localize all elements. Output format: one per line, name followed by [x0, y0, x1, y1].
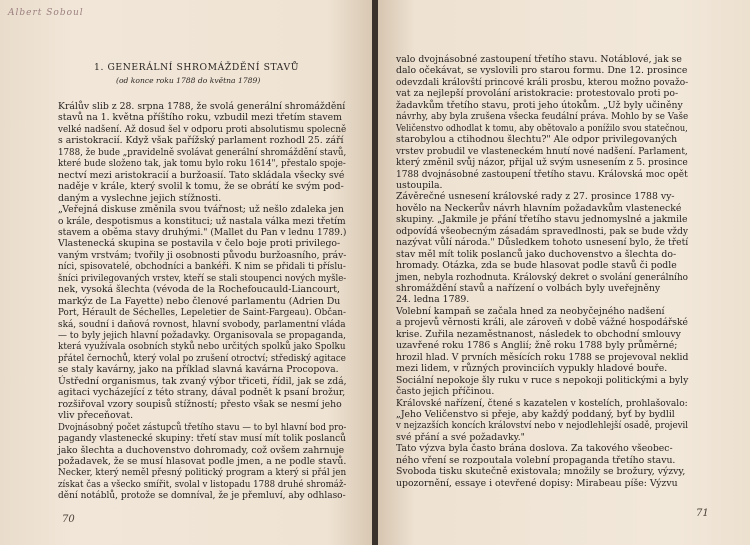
- text-line: Vlastenecká skupina se postavila v čelo boje proti privilego-: [58, 238, 341, 250]
- text-line: „Veřejná diskuse změnila svou tvářnost; už nešlo zdaleka jen: [58, 204, 344, 216]
- text-line: Ústřední organismus, tak zvaný výbor třiceti, řídil, jak se zdá,: [58, 375, 347, 387]
- left-page: [0, 0, 372, 545]
- text-line: Sociální nepokoje šly ruku v ruce s nepokoji politickými a byly: [396, 374, 689, 386]
- text-line: která využívala osobních styků nebo určitých spolků jako Spolku: [58, 341, 346, 353]
- text-line: markýz de La Fayette) nebo členové parlamentu (Adrien Du: [58, 295, 341, 307]
- text-line: agitaci vycházející z této strany, dával podnět k psaní brožur,: [58, 387, 346, 399]
- text-line: „Jeho Veličenstvo si přeje, aby každý poddaný, byť by bydlil: [396, 408, 675, 420]
- text-line: skupiny. „Jakmile je přání třetího stavu jednomyslné a jakmile: [396, 214, 688, 226]
- text-line: valo dvojnásobné zastoupení třetího stavu. Notáblové, jak se: [396, 54, 682, 65]
- text-line: rozšiřoval vzory soupisů stížností; přesto však se nesmí jeho: [58, 398, 342, 410]
- text-line: vliv přeceňovat.: [58, 410, 134, 422]
- text-line: v nejzazších koncích království nebo v nejodlehlejší osadě, projevil: [396, 420, 689, 432]
- text-line: 1788, že bude „pravidelně svolávat generální shromáždění stavů,: [58, 146, 347, 158]
- text-line: pagandy vlastenecké skupiny: třetí stav musí mít tolik poslanců: [58, 433, 346, 445]
- text-line: stavů na 1. května příštího roku, vzbudil mezi třetím stavem: [58, 112, 342, 124]
- text-line: Královské nařízení, čtené s kazatelen v kostelích, prohlašovalo:: [396, 397, 688, 409]
- text-line: mezi lidem, v různých provinciích vypukly hladové bouře.: [396, 363, 668, 375]
- text-line: velké nadšení. Až dosud šel v odporu proti absolutismu spolecně: [58, 123, 347, 135]
- text-line: a projevů věrnosti králi, ale zároveň v době vážné hospodářské: [396, 317, 688, 329]
- running-header: Albert Soboul: [8, 8, 84, 18]
- text-line: hromady. Otázka, zda se bude hlasovat podle stavů či podle: [396, 260, 677, 272]
- page-number-right: 71: [696, 508, 709, 519]
- text-line: se staly kavárny, jako na příklad slavná kavárna Procopova.: [58, 364, 339, 376]
- text-line: nectví mezi aristokracií a buržoasií. Tato skládala všecky své: [58, 169, 345, 181]
- chapter-subtitle: (od konce roku 1788 do května 1789): [116, 76, 261, 85]
- text-line: hrozil hlad. V prvních měsících roku 1788 se projevoval neklid: [396, 351, 689, 363]
- text-line: naděje v krále, který svolil k tomu, že se obrátí ke svým pod-: [58, 181, 344, 193]
- text-line: 24. ledna 1789.: [396, 294, 470, 306]
- text-line: často jejich příčinou.: [396, 386, 495, 398]
- text-line: vat za nejlepší provolání aristokracie: protestovalo proti po-: [396, 88, 679, 100]
- text-line: šníci privilegovaných vrstev, kteří se stali stoupenci nových myšle-: [58, 272, 347, 284]
- text-line: uzavřené roku 1786 s Anglií; žně roku 1788 byly průměrné;: [396, 340, 678, 352]
- text-line: vrstev probudil ve vlasteneckém hnutí nové nadšení. Parlament,: [396, 145, 688, 157]
- text-line: vaným vrstvám; tvořily ji osobnosti původu buržoasního, práv-: [58, 249, 347, 261]
- page-number-left: 70: [62, 514, 75, 525]
- text-line: dění notáblů, protože se domníval, že je přemluví, aby odhlaso-: [58, 490, 346, 502]
- text-line: Veličenstvo odhodlat k tomu, aby obětovalo a ponížilo svou statečnou,: [396, 122, 688, 134]
- text-line: hovělo na Neckerův návrh hlavním požadavkům vlastenecké: [396, 202, 682, 214]
- text-line: dalo očekávat, se vyslovili pro starou formu. Dne 12. prosince: [396, 65, 688, 77]
- text-line: který změnil svůj názor, přijal už svým usnesením z 5. prosince: [396, 157, 688, 169]
- text-line: přátel černochů, který volal po zrušení otroctví; střediský agitace: [58, 352, 346, 364]
- text-line: Dvojnásobný počet zástupců třetího stavu — to byl hlavní bod pro-: [58, 421, 347, 433]
- text-line: shromáždění stavů a nařízení o volbách byly uveřejněny: [396, 283, 661, 294]
- text-line: starobylou a ctihodnou šlechtu?" Ale odpor privilegovaných: [396, 134, 678, 146]
- text-line: stavem a oběma stavy druhými." (Mallet du Pan v lednu 1789.): [58, 226, 347, 238]
- text-line: jmen, nebyla rozhodnuta. Královský dekret o svolání generálního: [396, 271, 689, 283]
- text-line: 1788 dvojnásobné zastoupení třetího stavu. Královská moc opět: [396, 168, 688, 180]
- text-line: Tato výzva byla často brána doslova. Za takového všeobec-: [396, 443, 673, 455]
- chapter-title: 1. GENERÁLNÍ SHROMÁŽDĚNÍ STAVŮ: [94, 62, 300, 73]
- text-line: o krále, despotismus a konstituci; už nastala válka mezi třetím: [58, 215, 346, 227]
- text-line: krise. Zuřila nezaměstnanost, následek to obchodní smlouvy: [396, 328, 681, 340]
- text-line: daným a vyslechne jejich stížnosti.: [58, 192, 222, 204]
- text-line: nek, vysoká šlechta (vévoda de la Rochefoucauld-Liancourt,: [58, 284, 340, 296]
- text-line: ného vření se rozpoutala volební propaganda třetího stavu.: [396, 454, 676, 466]
- text-line: jako šlechta a duchovenstvo dohromady, což ovšem zahrnuje: [58, 444, 345, 456]
- text-line: s aristokracií. Když však pařížský parlament rozhodl 25. září: [58, 135, 344, 147]
- text-line: Necker, který neměl přesný politický program a který si přál jen: [58, 467, 347, 479]
- text-line: odpovídá všeobecným zásadám spravedlnosti, pak se bude vždy: [396, 225, 688, 237]
- text-line: — to byly jejich hlavní požadavky. Organisovala se propaganda,: [58, 330, 347, 341]
- text-line: které bude složeno tak, jak tomu bylo roku 1614", přestalo spoje-: [58, 158, 346, 170]
- right-page: [378, 0, 750, 545]
- text-line: ská, soudní i daňová rovnost, hlavní svobody, parlamentní vláda: [58, 318, 346, 330]
- text-line: získat čas a všecko smířit, svolal v listopadu 1788 druhé shromáž-: [58, 478, 347, 490]
- text-line: Port, Hérault de Séchelles, Lepeletier de Saint-Fargeau). Občan-: [58, 307, 346, 319]
- text-line: Králův slib z 28. srpna 1788, že svolá generální shromáždění: [58, 101, 346, 112]
- text-line: odevzdali královští princové králi prosbu, kterou možno považo-: [396, 76, 689, 88]
- text-line: návrhy, aby byla zrušena všecka feudální práva. Mohlo by se Vaše: [396, 111, 689, 123]
- text-line: žadavkům třetího stavu, proti jeho útokům. „Už byly učiněny: [396, 99, 683, 111]
- text-line: Svoboda tisku skutečně existovala; množily se brožury, výzvy,: [396, 466, 686, 478]
- text-line: požadavek, že se musí hlasovat podle jmen, a ne podle stavů.: [58, 455, 347, 467]
- text-line: ustoupila.: [396, 179, 443, 191]
- text-line: Volební kampaň se začala hned za neobyčejného nadšení: [396, 305, 665, 317]
- text-line: upozornění, essaye i otevřené dopisy: Mirabeau píše: Výzvu: [396, 477, 678, 489]
- text-line: své přání a své požadavky.": [396, 431, 525, 443]
- text-line: níci, spisovatelé, obchodníci a bankéři. K nim se přidali ti příslu-: [58, 261, 346, 273]
- text-line: nazývat vůlí národa." Důsledkem tohoto usnesení bylo, že třetí: [396, 237, 689, 249]
- text-line: stav měl mít tolik poslanců jako duchovenstvo a šlechta do-: [396, 248, 677, 260]
- text-line: Závěrečné usnesení královské rady z 27. prosince 1788 vy-: [396, 191, 675, 203]
